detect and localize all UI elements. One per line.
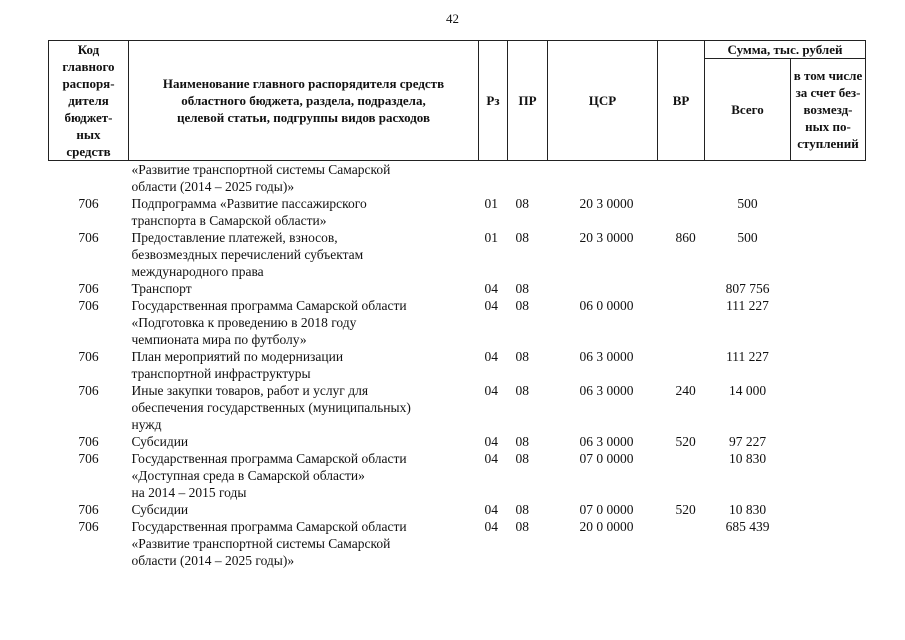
header-csr: ЦСР <box>548 41 658 161</box>
cell-code: 706 <box>78 196 99 211</box>
cell-code: 706 <box>78 230 99 245</box>
cell-name: Субсидии <box>131 434 189 449</box>
cell-pr: 08 <box>515 349 529 364</box>
cell-name: План мероприятий по модернизации транспортной инфраструктуры <box>131 349 344 381</box>
cell-vr <box>658 348 705 382</box>
cell-vr: 240 <box>675 383 696 398</box>
cell-incl <box>791 229 866 280</box>
cell-total: 97 227 <box>728 434 767 449</box>
header-name: Наименование главного распорядителя средств областного бюджета, раздела, подраздела, целевой статьи, подгруппы видов расходов <box>129 41 479 161</box>
cell-incl <box>791 518 866 569</box>
cell-code <box>49 161 129 196</box>
cell-csr: 06 3 0000 <box>579 383 634 398</box>
cell-csr: 20 3 0000 <box>579 196 634 211</box>
table-body <box>49 161 866 570</box>
cell-incl <box>791 161 866 196</box>
cell-incl <box>791 382 866 433</box>
cell-name: Государственная программа Самарской области «Подготовка к проведению в 2018 году чемпионата мира по футболу» <box>131 298 407 347</box>
cell-pr: 08 <box>515 519 529 534</box>
cell-csr <box>548 280 658 297</box>
cell-total: 10 830 <box>728 502 767 517</box>
cell-csr: 20 3 0000 <box>579 230 634 245</box>
cell-code: 706 <box>78 519 99 534</box>
header-vr: ВР <box>658 41 705 161</box>
cell-pr: 08 <box>515 298 529 313</box>
table-row <box>49 297 866 348</box>
cell-code: 706 <box>78 383 99 398</box>
cell-vr <box>658 161 705 196</box>
cell-pr: 08 <box>515 196 529 211</box>
page-number: 42 <box>446 11 459 26</box>
cell-name: Государственная программа Самарской области «Доступная среда в Самарской области» на 2014 – 2015 годы <box>131 451 407 500</box>
cell-name: Подпрограмма «Развитие пассажирского транспорта в Самарской области» <box>131 196 367 228</box>
cell-vr: 860 <box>675 230 696 245</box>
cell-total: 10 830 <box>728 451 767 466</box>
cell-name: Иные закупки товаров, работ и услуг для обеспечения государственных (муниципальных) нужд <box>131 383 411 432</box>
cell-total <box>705 161 791 196</box>
cell-total: 500 <box>737 230 758 245</box>
cell-vr <box>658 518 705 569</box>
cell-vr: 520 <box>675 434 696 449</box>
cell-rz: 04 <box>484 281 498 296</box>
cell-rz: 01 <box>484 230 498 245</box>
cell-csr: 20 0 0000 <box>579 519 634 534</box>
cell-rz: 04 <box>484 434 498 449</box>
header-rz: Рз <box>479 41 508 161</box>
cell-total: 685 439 <box>725 519 770 534</box>
cell-incl <box>791 348 866 382</box>
cell-code: 706 <box>78 298 99 313</box>
table-row <box>49 348 866 382</box>
cell-total: 500 <box>737 196 758 211</box>
cell-incl <box>791 297 866 348</box>
cell-total: 111 227 <box>726 298 769 313</box>
cell-incl <box>791 195 866 229</box>
cell-name: «Развитие транспортной системы Самарской области (2014 – 2025 годы)» <box>131 162 391 194</box>
cell-code: 706 <box>78 349 99 364</box>
cell-vr <box>658 297 705 348</box>
table-row <box>49 450 866 501</box>
cell-name: Предоставление платежей, взносов, безвозмездных перечислений субъектам международного права <box>131 230 364 279</box>
cell-rz: 01 <box>484 196 498 211</box>
cell-code: 706 <box>78 451 99 466</box>
cell-csr <box>548 161 658 196</box>
cell-total: 14 000 <box>728 383 767 398</box>
cell-csr: 06 3 0000 <box>579 349 634 364</box>
cell-csr: 07 0 0000 <box>579 502 634 517</box>
header-total: Всего <box>705 59 791 161</box>
cell-incl <box>791 450 866 501</box>
cell-incl <box>791 501 866 518</box>
cell-pr: 08 <box>515 383 529 398</box>
cell-pr: 08 <box>515 230 529 245</box>
cell-vr <box>658 450 705 501</box>
cell-rz: 04 <box>484 519 498 534</box>
cell-rz <box>479 161 508 196</box>
cell-incl <box>791 280 866 297</box>
cell-total: 807 756 <box>725 281 770 296</box>
cell-rz: 04 <box>484 502 498 517</box>
cell-csr: 06 3 0000 <box>579 434 634 449</box>
cell-name: Транспорт <box>131 281 192 296</box>
cell-pr <box>508 161 548 196</box>
table-row <box>49 229 866 280</box>
cell-vr <box>658 195 705 229</box>
cell-incl <box>791 433 866 450</box>
cell-name: Субсидии <box>131 502 189 517</box>
cell-code: 706 <box>78 434 99 449</box>
cell-vr: 520 <box>675 502 696 517</box>
cell-pr: 08 <box>515 281 529 296</box>
table-row <box>49 161 866 196</box>
table-row <box>49 382 866 433</box>
cell-rz: 04 <box>484 298 498 313</box>
cell-csr: 06 0 0000 <box>579 298 634 313</box>
table-row <box>49 280 866 297</box>
header-pr: ПР <box>508 41 548 161</box>
cell-rz: 04 <box>484 451 498 466</box>
header-sum: Сумма, тыс. рублей <box>705 41 866 59</box>
cell-vr <box>658 280 705 297</box>
cell-rz: 04 <box>484 349 498 364</box>
cell-name: Государственная программа Самарской области «Развитие транспортной системы Самарской области (2014 – 2025 годы)» <box>131 519 407 568</box>
cell-csr: 07 0 0000 <box>579 451 634 466</box>
cell-pr: 08 <box>515 502 529 517</box>
table-row <box>49 501 866 518</box>
table-row <box>49 195 866 229</box>
cell-code: 706 <box>78 502 99 517</box>
header-code: Код главного распоря- дителя бюджет- ных средств <box>49 41 129 161</box>
table-row <box>49 518 866 569</box>
cell-pr: 08 <box>515 434 529 449</box>
table-row <box>49 433 866 450</box>
header-incl: в том числе за счет без- возмезд- ных по- ступлений <box>791 59 866 161</box>
cell-pr: 08 <box>515 451 529 466</box>
cell-code: 706 <box>78 281 99 296</box>
budget-table <box>48 40 866 569</box>
cell-total: 111 227 <box>726 349 769 364</box>
cell-rz: 04 <box>484 383 498 398</box>
